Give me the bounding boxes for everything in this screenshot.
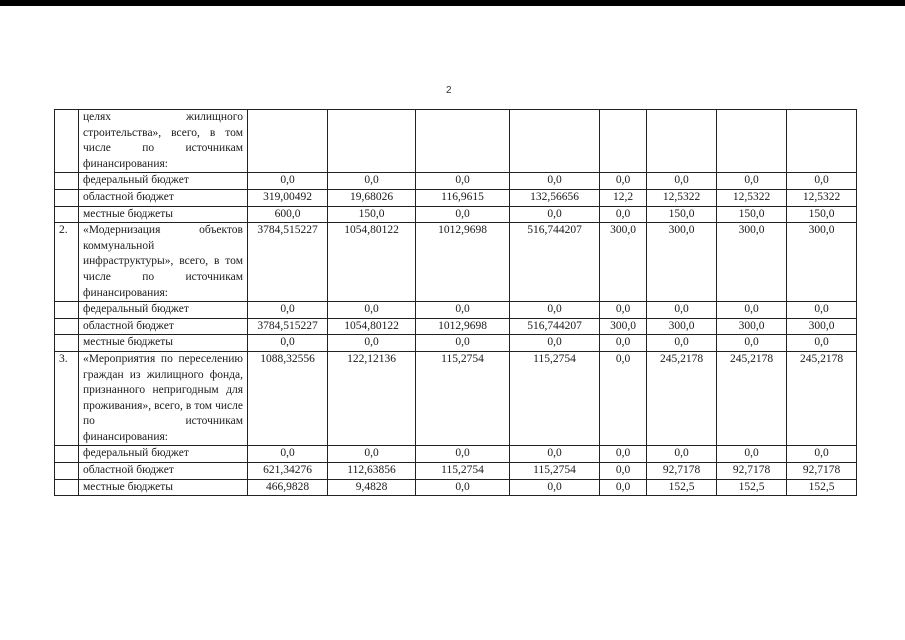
value-cell: 0,0 [416, 302, 510, 319]
row-number [55, 479, 79, 496]
value-cell: 0,0 [328, 446, 416, 463]
value-cell: 0,0 [787, 335, 857, 352]
table-row-source [55, 206, 857, 223]
value-cell: 0,0 [647, 335, 717, 352]
value-cell: 115,2754 [510, 463, 600, 480]
value-cell: 152,5 [647, 479, 717, 496]
item-description: «Мероприятия по переселению граждан из жилищного фонда, признанного непригодным для проживания», всего, в том числе по источникам финансирования: [79, 351, 248, 446]
value-cell: 0,0 [510, 335, 600, 352]
value-cell: 300,0 [647, 318, 717, 335]
table-row-source [55, 302, 857, 319]
row-number [55, 110, 79, 173]
value-cell: 621,34276 [248, 463, 328, 480]
value-cell: 1012,9698 [416, 223, 510, 302]
value-cell: 300,0 [717, 318, 787, 335]
value-cell: 0,0 [248, 446, 328, 463]
value-cell: 12,5322 [787, 189, 857, 206]
value-cell: 300,0 [787, 223, 857, 302]
value-cell: 116,9615 [416, 189, 510, 206]
value-cell: 150,0 [717, 206, 787, 223]
value-cell: 150,0 [328, 206, 416, 223]
value-cell: 12,5322 [717, 189, 787, 206]
funding-source-label: федеральный бюджет [79, 302, 248, 319]
row-number [55, 206, 79, 223]
value-cell: 0,0 [510, 302, 600, 319]
value-cell: 0,0 [717, 173, 787, 190]
value-cell: 0,0 [416, 479, 510, 496]
table-row-source [55, 189, 857, 206]
table-row-source [55, 463, 857, 480]
value-cell: 0,0 [510, 206, 600, 223]
value-cell: 112,63856 [328, 463, 416, 480]
value-cell: 0,0 [248, 302, 328, 319]
value-cell: 122,12136 [328, 351, 416, 446]
value-cell: 12,2 [600, 189, 647, 206]
value-cell [787, 110, 857, 173]
value-cell [647, 110, 717, 173]
funding-source-label: федеральный бюджет [79, 173, 248, 190]
value-cell: 152,5 [717, 479, 787, 496]
value-cell: 0,0 [600, 351, 647, 446]
value-cell [510, 110, 600, 173]
value-cell: 0,0 [600, 302, 647, 319]
value-cell: 92,7178 [647, 463, 717, 480]
value-cell: 0,0 [787, 446, 857, 463]
value-cell: 0,0 [416, 446, 510, 463]
table-row-source [55, 446, 857, 463]
value-cell [248, 110, 328, 173]
value-cell: 245,2178 [787, 351, 857, 446]
value-cell: 3784,515227 [248, 223, 328, 302]
value-cell: 115,2754 [416, 463, 510, 480]
value-cell: 300,0 [647, 223, 717, 302]
value-cell: 92,7178 [717, 463, 787, 480]
table-row-source [55, 335, 857, 352]
value-cell: 516,744207 [510, 223, 600, 302]
funding-source-label: областной бюджет [79, 463, 248, 480]
value-cell: 0,0 [600, 479, 647, 496]
value-cell: 0,0 [600, 463, 647, 480]
value-cell: 3784,515227 [248, 318, 328, 335]
funding-source-label: местные бюджеты [79, 335, 248, 352]
value-cell: 300,0 [717, 223, 787, 302]
row-number [55, 318, 79, 335]
value-cell: 0,0 [717, 302, 787, 319]
value-cell: 0,0 [416, 206, 510, 223]
value-cell: 0,0 [787, 173, 857, 190]
table-row-item [55, 223, 857, 302]
value-cell: 300,0 [600, 318, 647, 335]
value-cell: 0,0 [717, 335, 787, 352]
row-number: 2. [55, 223, 79, 302]
item-description: «Модернизация объектов коммунальной инфраструктуры», всего, в том числе по источникам финансирования: [79, 223, 248, 302]
funding-source-label: областной бюджет [79, 189, 248, 206]
row-number [55, 463, 79, 480]
value-cell: 0,0 [647, 446, 717, 463]
value-cell [416, 110, 510, 173]
value-cell: 466,9828 [248, 479, 328, 496]
page-number: 2 [446, 85, 452, 96]
value-cell: 0,0 [600, 206, 647, 223]
value-cell: 1088,32556 [248, 351, 328, 446]
value-cell: 0,0 [510, 446, 600, 463]
value-cell: 245,2178 [647, 351, 717, 446]
value-cell: 0,0 [600, 446, 647, 463]
value-cell: 300,0 [600, 223, 647, 302]
funding-source-label: федеральный бюджет [79, 446, 248, 463]
value-cell: 0,0 [416, 173, 510, 190]
value-cell: 0,0 [647, 173, 717, 190]
row-number [55, 189, 79, 206]
value-cell: 1054,80122 [328, 223, 416, 302]
value-cell: 0,0 [510, 173, 600, 190]
value-cell: 0,0 [600, 173, 647, 190]
table-row-source [55, 318, 857, 335]
value-cell: 115,2754 [510, 351, 600, 446]
value-cell: 1054,80122 [328, 318, 416, 335]
value-cell: 9,4828 [328, 479, 416, 496]
value-cell: 92,7178 [787, 463, 857, 480]
value-cell: 1012,9698 [416, 318, 510, 335]
table-row-source [55, 173, 857, 190]
value-cell: 150,0 [647, 206, 717, 223]
scan-top-border [0, 0, 905, 6]
value-cell [717, 110, 787, 173]
value-cell: 0,0 [248, 335, 328, 352]
value-cell [600, 110, 647, 173]
row-number [55, 335, 79, 352]
funding-source-label: местные бюджеты [79, 479, 248, 496]
value-cell: 0,0 [328, 302, 416, 319]
value-cell: 300,0 [787, 318, 857, 335]
table-row-continuation [55, 110, 857, 173]
value-cell: 132,56656 [510, 189, 600, 206]
table-row-item [55, 351, 857, 446]
value-cell [328, 110, 416, 173]
value-cell: 152,5 [787, 479, 857, 496]
funding-source-label: областной бюджет [79, 318, 248, 335]
value-cell: 0,0 [787, 302, 857, 319]
row-number [55, 302, 79, 319]
row-number [55, 446, 79, 463]
value-cell: 0,0 [248, 173, 328, 190]
value-cell: 0,0 [328, 335, 416, 352]
row-number [55, 173, 79, 190]
value-cell: 12,5322 [647, 189, 717, 206]
value-cell: 115,2754 [416, 351, 510, 446]
value-cell: 0,0 [416, 335, 510, 352]
budget-table [54, 109, 857, 496]
funding-source-label: местные бюджеты [79, 206, 248, 223]
table-row-source [55, 479, 857, 496]
row-number: 3. [55, 351, 79, 446]
value-cell: 245,2178 [717, 351, 787, 446]
value-cell: 19,68026 [328, 189, 416, 206]
value-cell: 0,0 [328, 173, 416, 190]
value-cell: 516,744207 [510, 318, 600, 335]
item-description: целях жилищного строительства», всего, в том числе по источникам финансирования: [79, 110, 248, 173]
value-cell: 0,0 [510, 479, 600, 496]
value-cell: 319,00492 [248, 189, 328, 206]
value-cell: 600,0 [248, 206, 328, 223]
value-cell: 150,0 [787, 206, 857, 223]
value-cell: 0,0 [647, 302, 717, 319]
value-cell: 0,0 [717, 446, 787, 463]
value-cell: 0,0 [600, 335, 647, 352]
